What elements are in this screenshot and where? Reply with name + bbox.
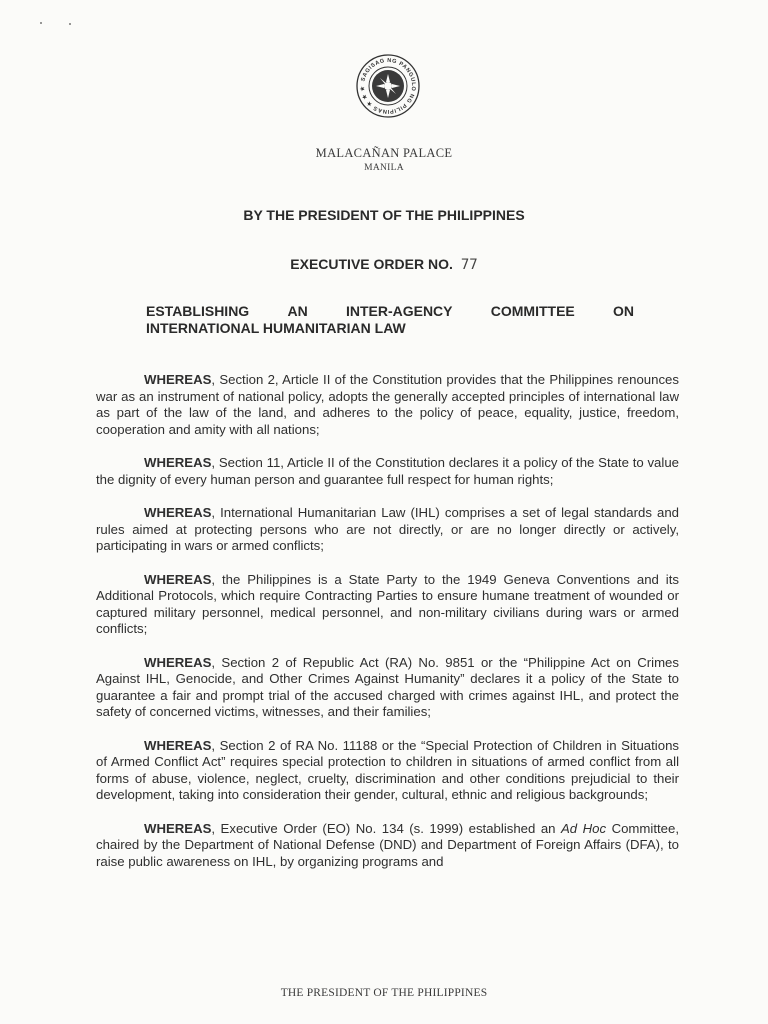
title-word: ESTABLISHING — [146, 303, 250, 319]
whereas-text: , Section 2, Article II of the Constitution provides that the Philippines renounces war as an instrument of national policy, adopts the generally accepted principles of international law as part of the law of the land, and adheres to the policy of peace, equality, justice, freedom, cooperation and amity with all nations; — [96, 372, 679, 437]
whereas-text-italic: Ad Hoc — [561, 820, 607, 836]
page-footer: THE PRESIDENT OF THE PHILIPPINES — [280, 987, 488, 999]
whereas-label: WHEREAS — [144, 571, 212, 587]
title-word: INTER-AGENCY — [345, 303, 453, 319]
whereas-label: WHEREAS — [144, 505, 212, 520]
whereas-paragraph — [96, 455, 679, 488]
title-word: AN — [287, 303, 308, 319]
whereas-paragraph — [96, 372, 679, 438]
title-word: ON — [613, 303, 634, 319]
whereas-text: , International Humanitarian Law (IHL) comprises a set of legal standards and rules aimed at protecting persons who are not directly, or are no longer directly or actively, participating in wars or armed conflicts; — [96, 505, 679, 553]
executive-order-label: EXECUTIVE ORDER NO. — [290, 256, 453, 272]
whereas-text: , Section 11, Article II of the Constitution declares it a policy of the State to value the dignity of every human person and guarantee full respect for human rights; — [96, 455, 679, 487]
presidential-seal-icon — [356, 54, 420, 118]
whereas-text: , Section 2 of RA No. 11188 or the “Special Protection of Children in Situations of Armed Conflict Act” requires special protection to children in situations of armed conflict from all forms of abuse, violence, neglect, cruelty, discrimination and other conditions prejudicial to their development, taking into consideration their gender, cultural, ethnic and religious backgrounds; — [96, 737, 679, 802]
whereas-text: , the Philippines is a State Party to the 1949 Geneva Conventions and its Additional Protocols, which require Contracting Parties to ensure humane treatment of wounded or captured military personnel, medical personnel, and non-military civilians during wars or armed conflicts; — [96, 571, 679, 636]
whereas-text: , Executive Order (EO) No. 134 (s. 1999) established an — [211, 820, 561, 836]
order-title-line1 — [146, 303, 634, 320]
scan-speck — [40, 22, 42, 24]
whereas-paragraph — [96, 655, 679, 721]
executive-order-heading — [0, 256, 768, 273]
title-word: COMMITTEE — [490, 303, 575, 319]
document-body — [96, 372, 679, 887]
whereas-label: WHEREAS — [144, 737, 212, 753]
whereas-text: , Section 2 of Republic Act (RA) No. 9851 or the “Philippine Act on Crimes Against IHL, Genocide, and Other Crimes Against Humanity” declares it a policy of the State to guarantee a fair and prompt trial of the accused charged with crimes against IHL, and protect the safety of concerned victims, witnesses, and their families; — [96, 654, 679, 719]
order-title-line2: INTERNATIONAL HUMANITARIAN LAW — [146, 320, 406, 336]
whereas-paragraph — [96, 572, 679, 638]
whereas-label: WHEREAS — [144, 372, 212, 387]
order-title — [146, 303, 634, 337]
svg-text:SAGISAG NG PANGULO NG PILIPINA: SAGISAG NG PANGULO NG PILIPINAS ★ ★ ★ — [359, 57, 417, 115]
whereas-label: WHEREAS — [144, 455, 212, 470]
palace-name: MALACAÑAN PALACE — [315, 146, 453, 160]
whereas-label: WHEREAS — [144, 820, 212, 836]
whereas-text: Committee, chaired by the Department of National Defense (DND) and Department of Foreign Affairs (DFA), to raise public awareness on IHL, by organizing programs and — [96, 820, 679, 869]
executive-order-number: 77 — [460, 257, 478, 273]
whereas-label: WHEREAS — [144, 654, 212, 670]
palace-city: MANILA — [364, 163, 404, 173]
whereas-paragraph — [96, 738, 679, 804]
scan-speck — [69, 23, 71, 25]
whereas-paragraph — [96, 505, 679, 555]
whereas-paragraph — [96, 821, 679, 871]
issuer-heading: BY THE PRESIDENT OF THE PHILIPPINES — [243, 207, 525, 223]
